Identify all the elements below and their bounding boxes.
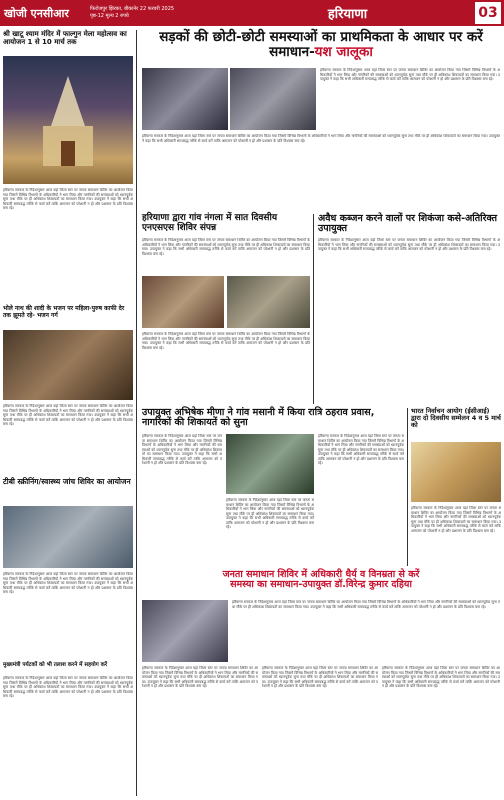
dc-masani-article-2: हरियाणा सरकार के निर्देशानुसार आज यहां जिला स्तर पर जनता समाधान शिविर का आयोजन किया गया जिसमें विभिन्न विभागों के अधिकारियों ने भाग लिया और नागरिकों की समस्याओं को ध्यानपूर्वक सुना तथा मौके पर ही अधिकांश शिकायतों का समाधान किया गया। उपायुक्त ने कहा कि सभी अधिकारी समयबद्ध तरीके से कार्य करें ताकि आमजन को परेशानी न हो और प्रशासन के प्रति विश्वास बना रहे। [226,498,314,529]
meeting-photo-1 [142,68,228,130]
temple-illustration [3,56,133,184]
bhajan-photo [3,330,133,400]
banner-headline-line-2: समस्या का समाधान-उपायुक्त डॉ.विरेन्द्र कुमार दहिया [230,579,412,591]
nss-photo-2 [227,276,310,328]
column-divider-2 [313,214,314,404]
left-article-1: हरियाणा सरकार के निर्देशानुसार आज यहां जिला स्तर पर जनता समाधान शिविर का आयोजन किया गया जिसमें विभिन्न विभागों के अधिकारियों ने भाग लिया और नागरिकों की समस्याओं को ध्यानपूर्वक सुना तथा मौके पर ही अधिकांश शिकायतों का समाधान किया गया। उपायुक्त ने कहा कि सभी अधिकारी समयबद्ध तरीके से कार्य करें ताकि आमजन को परेशानी न हो और प्रशासन के प्रति विश्वास बना रहे। [3,188,133,210]
samadhan-article-1: हरियाणा सरकार के निर्देशानुसार आज यहां जिला स्तर पर जनता समाधान शिविर का आयोजन किया गया जिसमें विभिन्न विभागों के अधिकारियों ने भाग लिया और नागरिकों की समस्याओं को ध्यानपूर्वक सुना तथा मौके पर ही अधिकांश शिकायतों का समाधान किया गया। उपायुक्त ने कहा कि सभी अधिकारी समयबद्ध तरीके से कार्य करें ताकि आमजन को परेशानी न हो और प्रशासन के प्रति विश्वास बना रहे। [142,666,258,688]
column-divider-3 [407,408,408,566]
meeting-photo-2 [230,68,316,130]
temple-photo [3,56,133,184]
eci-article: हरियाणा सरकार के निर्देशानुसार आज यहां जिला स्तर पर जनता समाधान शिविर का आयोजन किया गया जिसमें विभिन्न विभागों के अधिकारियों ने भाग लिया और नागरिकों की समस्याओं को ध्यानपूर्वक सुना तथा मौके पर ही अधिकांश शिकायतों का समाधान किया गया। उपायुक्त ने कहा कि सभी अधिकारी समयबद्ध तरीके से कार्य करें ताकि आमजन को परेशानी न हो और प्रशासन के प्रति विश्वास बना रहे। [411,506,501,533]
encroachment-headline: अवैध कब्जन करने वालों पर शिकंजा कसे-अतिरिक्त उपायुक्त [318,213,498,235]
masthead [0,0,504,26]
banner-headline [142,570,500,591]
main-headline-speaker: यश जालूका [314,43,373,60]
eci-headline: भारत निर्वाचन आयोग (ईसीआई) द्वारा दो दिवसीय सम्मेलन 4 व 5 मार्च को [411,407,501,430]
newspaper-name: खोजी एनसीआर [4,6,69,20]
left-article-4: हरियाणा सरकार के निर्देशानुसार आज यहां जिला स्तर पर जनता समाधान शिविर का आयोजन किया गया जिसमें विभिन्न विभागों के अधिकारियों ने भाग लिया और नागरिकों की समस्याओं को ध्यानपूर्वक सुना तथा मौके पर ही अधिकांश शिकायतों का समाधान किया गया। उपायुक्त ने कहा कि सभी अधिकारी समयबद्ध तरीके से कार्य करें ताकि आमजन को परेशानी न हो और प्रशासन के प्रति विश्वास बना रहे। [3,676,133,698]
column-divider [136,30,137,796]
main-headline-text: सड़कों की छोटी-छोटी समस्याओं का प्राथमिकता के आधार पर करें समाधान- [159,29,483,60]
samadhan-article-3: हरियाणा सरकार के निर्देशानुसार आज यहां जिला स्तर पर जनता समाधान शिविर का आयोजन किया गया जिसमें विभिन्न विभागों के अधिकारियों ने भाग लिया और नागरिकों की समस्याओं को ध्यानपूर्वक सुना तथा मौके पर ही अधिकांश शिकायतों का समाधान किया गया। उपायुक्त ने कहा कि सभी अधिकारी समयबद्ध तरीके से कार्य करें ताकि आमजन को परेशानी न हो और प्रशासन के प्रति विश्वास बना रहे। [382,666,500,688]
dc-masani-article-1: हरियाणा सरकार के निर्देशानुसार आज यहां जिला स्तर पर जनता समाधान शिविर का आयोजन किया गया जिसमें विभिन्न विभागों के अधिकारियों ने भाग लिया और नागरिकों की समस्याओं को ध्यानपूर्वक सुना तथा मौके पर ही अधिकांश शिकायतों का समाधान किया गया। उपायुक्त ने कहा कि सभी अधिकारी समयबद्ध तरीके से कार्य करें ताकि आमजन को परेशानी न हो और प्रशासन के प्रति विश्वास बना रहे। [142,434,222,465]
left-headline-1: श्री खाटू श्याम मंदिर में फाल्गुन मेला महोत्सव का आयोजन 1 से 10 मार्च तक [3,30,127,47]
nss-camp-headline: हरियाणा द्वारा गांव नंगला में सात दिवसीय एनएसएस शिविर संपन्न [142,213,278,233]
tb-camp-photo [3,506,133,568]
issue-meta [90,6,220,20]
nss-camp-article: हरियाणा सरकार के निर्देशानुसार आज यहां जिला स्तर पर जनता समाधान शिविर का आयोजन किया गया जिसमें विभिन्न विभागों के अधिकारियों ने भाग लिया और नागरिकों की समस्याओं को ध्यानपूर्वक सुना तथा मौके पर ही अधिकांश शिकायतों का समाधान किया गया। उपायुक्त ने कहा कि सभी अधिकारी समयबद्ध तरीके से कार्य करें ताकि आमजन को परेशानी न हो और प्रशासन के प्रति विश्वास बना रहे। [142,238,310,256]
main-article-body: हरियाणा सरकार के निर्देशानुसार आज यहां जिला स्तर पर जनता समाधान शिविर का आयोजन किया गया जिसमें विभिन्न विभागों के अधिकारियों ने भाग लिया और नागरिकों की समस्याओं को ध्यानपूर्वक सुना तथा मौके पर ही अधिकांश शिकायतों का समाधान किया गया। उपायुक्त ने कहा कि सभी अधिकारी समयबद्ध तरीके से कार्य करें ताकि आमजन को परेशानी न हो और प्रशासन के प्रति विश्वास बना रहे। [142,134,500,143]
section-title: हरियाणा [327,7,368,22]
main-headline [142,30,500,60]
samadhan-article-2: हरियाणा सरकार के निर्देशानुसार आज यहां जिला स्तर पर जनता समाधान शिविर का आयोजन किया गया जिसमें विभिन्न विभागों के अधिकारियों ने भाग लिया और नागरिकों की समस्याओं को ध्यानपूर्वक सुना तथा मौके पर ही अधिकांश शिकायतों का समाधान किया गया। उपायुक्त ने कहा कि सभी अधिकारी समयबद्ध तरीके से कार्य करें ताकि आमजन को परेशानी न हो और प्रशासन के प्रति विश्वास बना रहे। [262,666,378,688]
left-article-2: हरियाणा सरकार के निर्देशानुसार आज यहां जिला स्तर पर जनता समाधान शिविर का आयोजन किया गया जिसमें विभिन्न विभागों के अधिकारियों ने भाग लिया और नागरिकों की समस्याओं को ध्यानपूर्वक सुना तथा मौके पर ही अधिकांश शिकायतों का समाधान किया गया। उपायुक्त ने कहा कि सभी अधिकारी समयबद्ध तरीके से कार्य करें ताकि आमजन को परेशानी न हो और प्रशासन के प्रति विश्वास बना रहे। [3,404,133,426]
samadhan-photo-1 [142,600,228,662]
left-headline-4: मुख्यमंत्री पर्यटकों को भी तलाश करने में सहयोग करें [3,662,108,668]
issue-date: फिरोजपुर झिरका, बीकानेर 22 फरवरी 2025 [90,6,175,12]
masani-photo [226,434,314,494]
dc-masani-headline: उपायुक्त अभिषेक मीणा ने गांव मसानी में किया रात्रि ठहराव प्रवास, नागरिकों की शिकायतें को सुना [142,407,375,429]
nss-camp-article-2: हरियाणा सरकार के निर्देशानुसार आज यहां जिला स्तर पर जनता समाधान शिविर का आयोजन किया गया जिसमें विभिन्न विभागों के अधिकारियों ने भाग लिया और नागरिकों की समस्याओं को ध्यानपूर्वक सुना तथा मौके पर ही अधिकांश शिकायतों का समाधान किया गया। उपायुक्त ने कहा कि सभी अधिकारी समयबद्ध तरीके से कार्य करें ताकि आमजन को परेशानी न हो और प्रशासन के प्रति विश्वास बना रहे। [142,332,310,350]
banner-headline-line-1: जनता समाधान शिविर में अधिकारी धैर्य व विनम्रता से करें [222,569,420,580]
samadhan-article-intro: हरियाणा सरकार के निर्देशानुसार आज यहां जिला स्तर पर जनता समाधान शिविर का आयोजन किया गया जिसमें विभिन्न विभागों के अधिकारियों ने भाग लिया और नागरिकों की समस्याओं को ध्यानपूर्वक सुना तथा मौके पर ही अधिकांश शिकायतों का समाधान किया गया। उपायुक्त ने कहा कि सभी अधिकारी समयबद्ध तरीके से कार्य करें ताकि आमजन को परेशानी न हो और प्रशासन के प्रति विश्वास बना रहे। [232,600,500,609]
dc-masani-article-3: हरियाणा सरकार के निर्देशानुसार आज यहां जिला स्तर पर जनता समाधान शिविर का आयोजन किया गया जिसमें विभिन्न विभागों के अधिकारियों ने भाग लिया और नागरिकों की समस्याओं को ध्यानपूर्वक सुना तथा मौके पर ही अधिकांश शिकायतों का समाधान किया गया। उपायुक्त ने कहा कि सभी अधिकारी समयबद्ध तरीके से कार्य करें ताकि आमजन को परेशानी न हो और प्रशासन के प्रति विश्वास बना रहे। [318,434,404,465]
main-article-intro: हरियाणा सरकार के निर्देशानुसार आज यहां जिला स्तर पर जनता समाधान शिविर का आयोजन किया गया जिसमें विभिन्न विभागों के अधिकारियों ने भाग लिया और नागरिकों की समस्याओं को ध्यानपूर्वक सुना तथा मौके पर ही अधिकांश शिकायतों का समाधान किया गया। उपायुक्त ने कहा कि सभी अधिकारी समयबद्ध तरीके से कार्य करें ताकि आमजन को परेशानी न हो और प्रशासन के प्रति विश्वास बना रहे। [320,68,500,81]
encroachment-article: हरियाणा सरकार के निर्देशानुसार आज यहां जिला स्तर पर जनता समाधान शिविर का आयोजन किया गया जिसमें विभिन्न विभागों के अधिकारियों ने भाग लिया और नागरिकों की समस्याओं को ध्यानपूर्वक सुना तथा मौके पर ही अधिकांश शिकायतों का समाधान किया गया। उपायुक्त ने कहा कि सभी अधिकारी समयबद्ध तरीके से कार्य करें ताकि आमजन को परेशानी न हो और प्रशासन के प्रति विश्वास बना रहे। [318,238,500,251]
left-headline-3: टीबी स्क्रीनिंग/स्वास्थ्य जांच शिविर का आयोजन [3,477,131,486]
left-headline-2: भोले नाथ की शादी के भजन पर महिला-पुरुष काफी देर तक झूमते रहे- भजन गर्ग [3,305,125,319]
eci-photo [411,442,501,502]
issue-price: पृष्ठ-12 मूल्य 2 रुपये [90,13,129,19]
left-article-3: हरियाणा सरकार के निर्देशानुसार आज यहां जिला स्तर पर जनता समाधान शिविर का आयोजन किया गया जिसमें विभिन्न विभागों के अधिकारियों ने भाग लिया और नागरिकों की समस्याओं को ध्यानपूर्वक सुना तथा मौके पर ही अधिकांश शिकायतों का समाधान किया गया। उपायुक्त ने कहा कि सभी अधिकारी समयबद्ध तरीके से कार्य करें ताकि आमजन को परेशानी न हो और प्रशासन के प्रति विश्वास बना रहे। [3,572,133,594]
nss-photo-1 [142,276,224,328]
page-number: 03 [475,2,501,24]
